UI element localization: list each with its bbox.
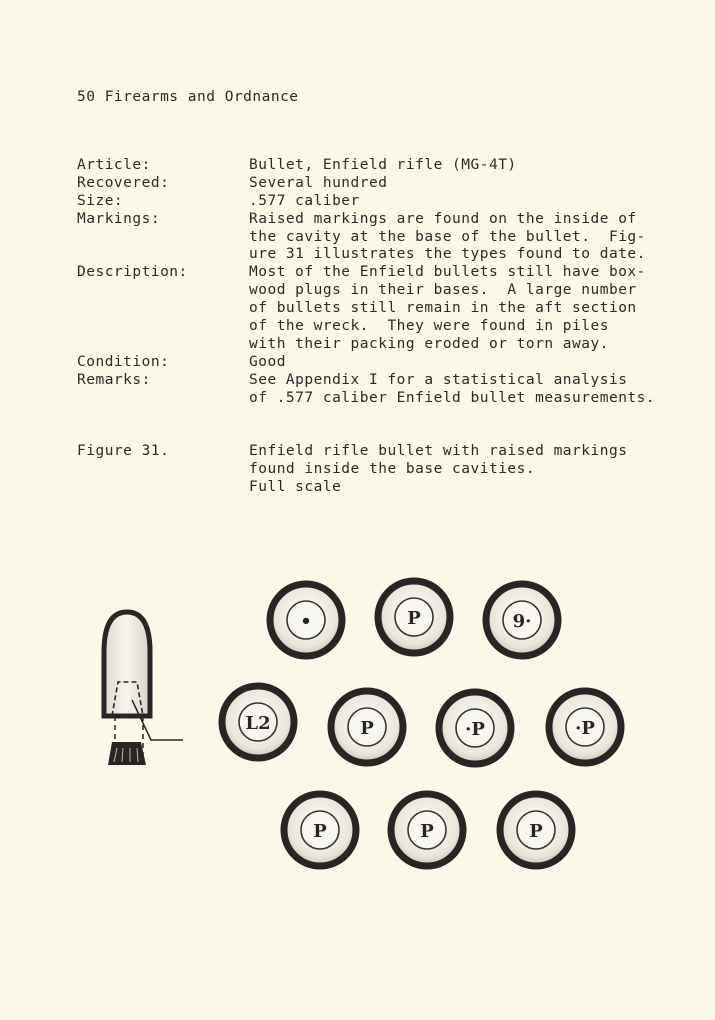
base-marking: P <box>407 608 421 629</box>
figure-31-illustration <box>0 560 715 880</box>
bullet-base-3 <box>486 584 558 656</box>
base-marking: ·P <box>575 718 595 739</box>
base-marking: 9· <box>512 611 532 632</box>
field-value-markings-line-2: the cavity at the base of the bullet. Fig- <box>249 229 646 245</box>
bullet-base-6 <box>439 692 511 764</box>
field-label-article: Article: <box>77 157 151 173</box>
bullet-base-8 <box>284 794 356 866</box>
bullet-base-2 <box>378 581 450 653</box>
field-label-remarks: Remarks: <box>77 372 151 388</box>
bullet-base-4 <box>222 686 294 758</box>
figure-label: Figure 31. <box>77 443 170 459</box>
base-marking: P <box>360 718 374 739</box>
base-marking: P <box>313 821 327 842</box>
base-marking: P <box>420 821 434 842</box>
field-value-description-line-3: of bullets still remain in the aft section <box>249 300 637 316</box>
field-label-size: Size: <box>77 193 124 209</box>
bullet-base-views <box>222 581 621 866</box>
base-marking: P <box>529 821 543 842</box>
base-marking: • <box>300 611 312 632</box>
bullet-base-10 <box>500 794 572 866</box>
bullet-base-7 <box>549 691 621 763</box>
page-header <box>77 89 299 105</box>
figure-caption-line-2: found inside the base cavities. <box>249 461 536 477</box>
page-number: 50 <box>77 89 96 105</box>
field-label-recovered: Recovered: <box>77 175 170 191</box>
field-value-markings-line-3: ure 31 illustrates the types found to date. <box>249 246 646 262</box>
field-value-article: Bullet, Enfield rifle (MG-4T) <box>249 157 517 173</box>
field-value-remarks-line-2: of .577 caliber Enfield bullet measurements. <box>249 390 656 406</box>
figure-caption-line-3: Full scale <box>249 479 342 495</box>
field-label-condition: Condition: <box>77 354 170 370</box>
bullet-base-9 <box>391 794 463 866</box>
field-value-condition: Good <box>249 354 286 370</box>
running-title: Firearms and Ordnance <box>104 89 299 105</box>
field-value-description-line-2: wood plugs in their bases. A large number <box>249 282 637 298</box>
figure-caption-line-1: Enfield rifle bullet with raised markings <box>249 443 628 459</box>
field-value-description-line-1: Most of the Enfield bullets still have box- <box>249 264 646 280</box>
field-value-recovered: Several hundred <box>249 175 388 191</box>
field-label-markings: Markings: <box>77 211 161 227</box>
bullet-base-5 <box>331 691 403 763</box>
field-value-size: .577 caliber <box>249 193 360 209</box>
field-value-remarks-line-1: See Appendix I for a statistical analysis <box>249 372 628 388</box>
base-marking: L2 <box>245 713 271 734</box>
bullet-base-1 <box>270 584 342 656</box>
bullet-side-view <box>104 612 183 765</box>
field-value-markings-line-1: Raised markings are found on the inside of <box>249 211 637 227</box>
field-value-description-line-4: of the wreck. They were found in piles <box>249 318 609 334</box>
field-value-description-line-5: with their packing eroded or torn away. <box>249 336 609 352</box>
field-label-description: Description: <box>77 264 188 280</box>
base-marking: ·P <box>465 719 485 740</box>
